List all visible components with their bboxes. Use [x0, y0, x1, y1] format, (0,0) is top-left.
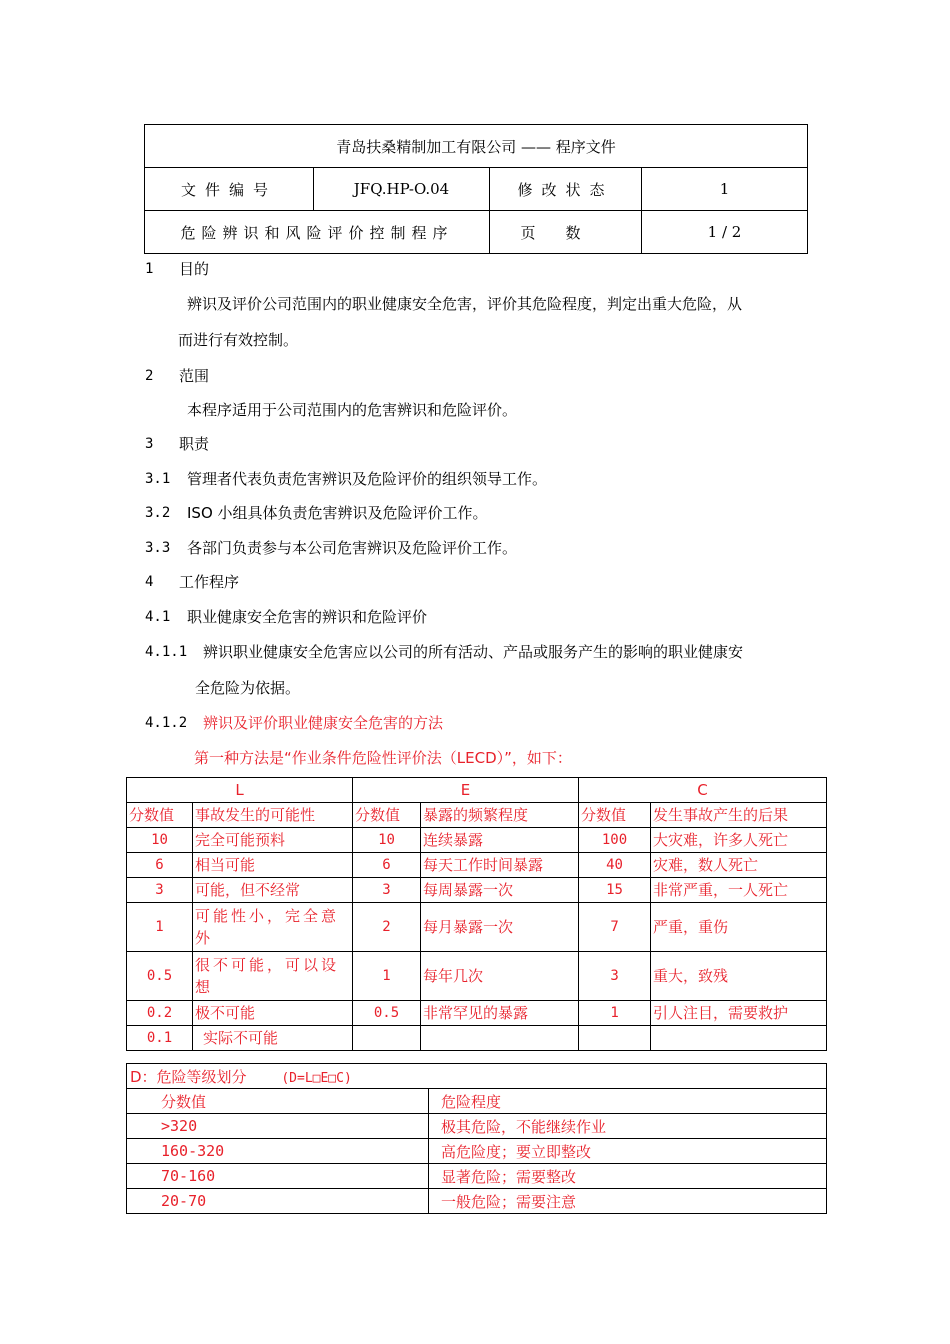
- section-3-number: 3: [145, 436, 154, 452]
- section-3-1-number: 3.1: [145, 471, 171, 487]
- table-row: [127, 828, 827, 853]
- section-3-title: 职责: [179, 435, 210, 453]
- section-2-body: 本程序适用于公司范围内的危害辨识和危险评价。: [187, 401, 518, 419]
- section-1-body-line1: 辨识及评价公司范围内的职业健康安全危害，评价其危险程度，判定出重大危险，从: [187, 295, 743, 313]
- table-cell: 极其危险，不能继续作业: [429, 1114, 827, 1139]
- table-cell: 2: [353, 903, 421, 952]
- section-2-title: 范围: [179, 367, 210, 385]
- table-cell: 40: [579, 853, 651, 878]
- table-row: [127, 903, 827, 952]
- table-row: [127, 1026, 827, 1051]
- section-3-3-number: 3.3: [145, 540, 171, 556]
- section-4-1-2-body: 辨识及评价职业健康安全危害的方法: [203, 714, 444, 732]
- section-4-number: 4: [145, 574, 154, 590]
- table-cell: 0.5: [353, 1001, 421, 1026]
- table-cell: 1: [353, 952, 421, 1001]
- table-cell: 7: [579, 903, 651, 952]
- page-label: 页数: [490, 211, 642, 254]
- revision-value: 1: [642, 168, 808, 211]
- column-header-row: [127, 803, 827, 828]
- group-header-c: C: [579, 778, 827, 803]
- page-value: 1 / 2: [642, 211, 808, 254]
- table-cell: 1: [579, 1001, 651, 1026]
- table-cell: 15: [579, 878, 651, 903]
- column-header: 暴露的频繁程度: [421, 803, 579, 828]
- table-cell: 一般危险；需要注意: [429, 1189, 827, 1214]
- column-header: 发生事故产生的后果: [651, 803, 827, 828]
- doc-no-label: 文件编号: [145, 168, 314, 211]
- risk-level-table: [126, 1063, 827, 1214]
- section-1-title: 目的: [179, 260, 210, 278]
- table-cell: 可能，但不经常: [193, 878, 353, 903]
- table-cell: 每年几次: [421, 952, 579, 1001]
- section-4-1-1-body-line2: 全危险为依据。: [195, 679, 301, 697]
- table-cell: 灾难，数人死亡: [651, 853, 827, 878]
- procedure-name: 危险辨识和风险评价控制程序: [145, 211, 490, 254]
- table-cell: 每月暴露一次: [421, 903, 579, 952]
- column-header: 分数值: [579, 803, 651, 828]
- revision-label: 修改状态: [490, 168, 642, 211]
- table-cell: [353, 1026, 421, 1051]
- table-cell: [579, 1026, 651, 1051]
- table-cell: 严重，重伤: [651, 903, 827, 952]
- table-cell: 0.5: [127, 952, 193, 1001]
- group-header-e: E: [353, 778, 579, 803]
- table-cell: 3: [353, 878, 421, 903]
- table-cell: 每周暴露一次: [421, 878, 579, 903]
- table-cell: 10: [127, 828, 193, 853]
- company-title: 青岛扶桑精制加工有限公司 —— 程序文件: [145, 125, 808, 168]
- table-row: [127, 878, 827, 903]
- table-cell: 20-70: [127, 1189, 429, 1214]
- table-row: [127, 1164, 827, 1189]
- section-4-1-2-number: 4.1.2: [145, 715, 188, 731]
- table-cell: 70-160: [127, 1164, 429, 1189]
- column-header: 分数值: [127, 803, 193, 828]
- table-row: [127, 1139, 827, 1164]
- table-row: [127, 1089, 827, 1114]
- table-cell: 引人注目，需要救护: [651, 1001, 827, 1026]
- table-row: [127, 952, 827, 1001]
- risk-level-title: D：危险等级划分: [130, 1067, 247, 1086]
- table-cell: 实际不可能: [193, 1026, 353, 1051]
- table-row: [127, 853, 827, 878]
- table-cell: 0.1: [127, 1026, 193, 1051]
- table-cell: 完全可能预料: [193, 828, 353, 853]
- section-4-1-body: 职业健康安全危害的辨识和危险评价: [187, 608, 428, 626]
- table-cell: 相当可能: [193, 853, 353, 878]
- table-cell: 极不可能: [193, 1001, 353, 1026]
- table-cell: 非常罕见的暴露: [421, 1001, 579, 1026]
- table-cell: 6: [127, 853, 193, 878]
- column-header: 分数值: [127, 1089, 429, 1114]
- document-header-table: [144, 124, 808, 254]
- table-cell: [421, 1026, 579, 1051]
- table-cell: 重大，致残: [651, 952, 827, 1001]
- table-cell: 100: [579, 828, 651, 853]
- table-cell: 3: [579, 952, 651, 1001]
- table-cell: 6: [353, 853, 421, 878]
- risk-formula: (D=L□E□C): [281, 1070, 352, 1086]
- section-4-1-1-number: 4.1.1: [145, 644, 188, 660]
- table-row: [127, 1189, 827, 1214]
- table-cell: 连续暴露: [421, 828, 579, 853]
- table-cell: [651, 1026, 827, 1051]
- section-4-1-number: 4.1: [145, 609, 171, 625]
- section-3-3-body: 各部门负责参与本公司危害辨识及危险评价工作。: [187, 539, 518, 557]
- table-cell: 160-320: [127, 1139, 429, 1164]
- section-2-number: 2: [145, 368, 154, 384]
- method-intro: 第一种方法是“作业条件危险性评价法（LECD）”，如下：: [194, 749, 572, 767]
- column-header: 危险程度: [429, 1089, 827, 1114]
- table-cell: 每天工作时间暴露: [421, 853, 579, 878]
- section-4-title: 工作程序: [179, 573, 240, 591]
- section-3-1-body: 管理者代表负责危害辨识及危险评价的组织领导工作。: [187, 470, 548, 488]
- section-3-2-body: ISO 小组具体负责危害辨识及危险评价工作。: [187, 504, 488, 522]
- table-cell: 大灾难，许多人死亡: [651, 828, 827, 853]
- group-header-l: L: [127, 778, 353, 803]
- table-row: [127, 1114, 827, 1139]
- table-cell: 3: [127, 878, 193, 903]
- section-1-body-line2: 而进行有效控制。: [178, 331, 299, 349]
- section-4-1-1-body-line1: 辨识职业健康安全危害应以公司的所有活动、产品或服务产生的影响的职业健康安: [203, 643, 744, 661]
- table-cell: >320: [127, 1114, 429, 1139]
- table-cell: 可能性小，完全意外: [193, 903, 353, 952]
- table-cell: 高危险度；要立即整改: [429, 1139, 827, 1164]
- risk-level-title-row: [127, 1064, 827, 1089]
- section-1-number: 1: [145, 261, 154, 277]
- table-row: [127, 1001, 827, 1026]
- section-3-2-number: 3.2: [145, 505, 171, 521]
- table-cell: 1: [127, 903, 193, 952]
- table-cell: 非常严重，一人死亡: [651, 878, 827, 903]
- doc-no-value: JFQ.HP-O.04: [314, 168, 490, 211]
- table-cell: 显著危险；需要整改: [429, 1164, 827, 1189]
- table-cell: 0.2: [127, 1001, 193, 1026]
- column-header: 分数值: [353, 803, 421, 828]
- lec-evaluation-table: [126, 777, 827, 1051]
- table-cell: 很不可能，可以设想: [193, 952, 353, 1001]
- column-header: 事故发生的可能性: [193, 803, 353, 828]
- table-cell: 10: [353, 828, 421, 853]
